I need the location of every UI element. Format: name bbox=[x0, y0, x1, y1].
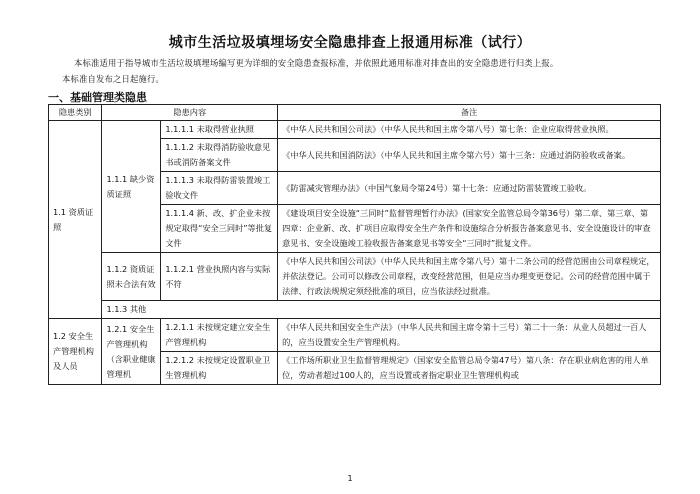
subcategory-cell: 1.1.2 资质证照未合法有效 bbox=[102, 253, 161, 301]
note-cell: 《中华人民共和国公司法》（中华人民共和国主席令第八号）第七条：企业应取得营业执照。 bbox=[278, 121, 661, 139]
subcategory-cell: 1.1.1 缺少资质证照 bbox=[102, 121, 161, 253]
subcategory-cell: 1.1.3 其他 bbox=[102, 301, 661, 319]
subcategory-text-cont: （含职业健康管理机 bbox=[106, 353, 156, 379]
section-heading: 一、基础管理类隐患 bbox=[48, 91, 147, 104]
note-cell: 《防雷减灾管理办法》（中国气象局令第24号）第十七条：应通过防雷装置竣工验收。 bbox=[278, 172, 661, 205]
document-title: 城市生活垃圾填埋场安全隐患排查上报通用标准（试行） bbox=[168, 35, 532, 51]
intro-paragraph-2: 本标准自发布之日起施行。 bbox=[62, 74, 164, 84]
table-row bbox=[49, 301, 661, 319]
note-cell: 《建设项目安全设施“三同时”监督管理暂行办法》(国家安全监管总局令第36号）第二章、第三章、第四章：企业新、改、扩项目应取得安全生产条件和设施综合分析报告备案意见书、安全设施设计的审查意见书、安全设施竣工验收报告备案意见书等安全“三同时”批复文件。 bbox=[278, 205, 661, 253]
table-row bbox=[49, 319, 661, 352]
item-cell: 1.1.1.3 未取得防雷装置竣工验收文件 bbox=[161, 172, 278, 205]
note-cell: 《中华人民共和国安全生产法》（中华人民共和国主席令第十三号）第二十一条：从业人员超过一百人的，应当设置安全生产管理机构。 bbox=[278, 319, 661, 352]
note-cell: 《中华人民共和国公司法》（中华人民共和国主席令第八号）第十二条公司的经营范围由公司章程规定，并依法登记。公司可以修改公司章程，改变经营范围，但是应当办理变更登记。公司的经营范围中属于法律、行政法规规定须经批准的项目，应当依法经过批准。 bbox=[278, 253, 661, 301]
item-cell: 1.1.2.1 营业执照内容与实际不符 bbox=[161, 253, 278, 301]
header-category: 隐患类别 bbox=[49, 105, 102, 121]
subcategory-cell bbox=[102, 319, 161, 385]
category-cell: 1.1 资质证照 bbox=[49, 121, 102, 319]
page-number: 1 bbox=[347, 474, 353, 483]
item-cell: 1.1.1.4 新、改、扩企业未按规定取得“安全三同时”等批复文件 bbox=[161, 205, 278, 253]
intro-paragraph-1: 本标准适用于指导城市生活垃圾填埋场编写更为详细的安全隐患查报标准，并依照此通用标准对排查出的安全隐患进行归类上报。 bbox=[74, 58, 559, 68]
header-content: 隐患内容 bbox=[102, 105, 278, 121]
item-cell: 1.1.1.1 未取得营业执照 bbox=[161, 121, 278, 139]
note-cell: 《工作场所职业卫生监督管理规定》（国家安全监管总局令第47号）第八条：存在职业病危害的用人单位，劳动者超过100人的，应当设置或者指定职业卫生管理机构或 bbox=[278, 352, 661, 385]
item-cell: 1.2.1.1 未按规定建立安全生产管理机构 bbox=[161, 319, 278, 352]
header-notes: 备注 bbox=[278, 105, 661, 121]
item-cell: 1.2.1.2 未按规定设置职业卫生管理机构 bbox=[161, 352, 278, 385]
hazard-table bbox=[48, 104, 661, 385]
note-cell: 《中华人民共和国消防法》（中华人民共和国主席令第六号）第十三条：应通过消防验收或备案。 bbox=[278, 139, 661, 172]
subcategory-text: 1.2.1 安全生产管理机构 bbox=[106, 323, 155, 349]
table-row bbox=[49, 253, 661, 301]
table-row bbox=[49, 121, 661, 139]
item-cell: 1.1.1.2 未取得消防验收意见书或消防备案文件 bbox=[161, 139, 278, 172]
table-header-row bbox=[49, 105, 661, 121]
category-cell: 1.2 安全生产管理机构及人员 bbox=[49, 319, 102, 385]
